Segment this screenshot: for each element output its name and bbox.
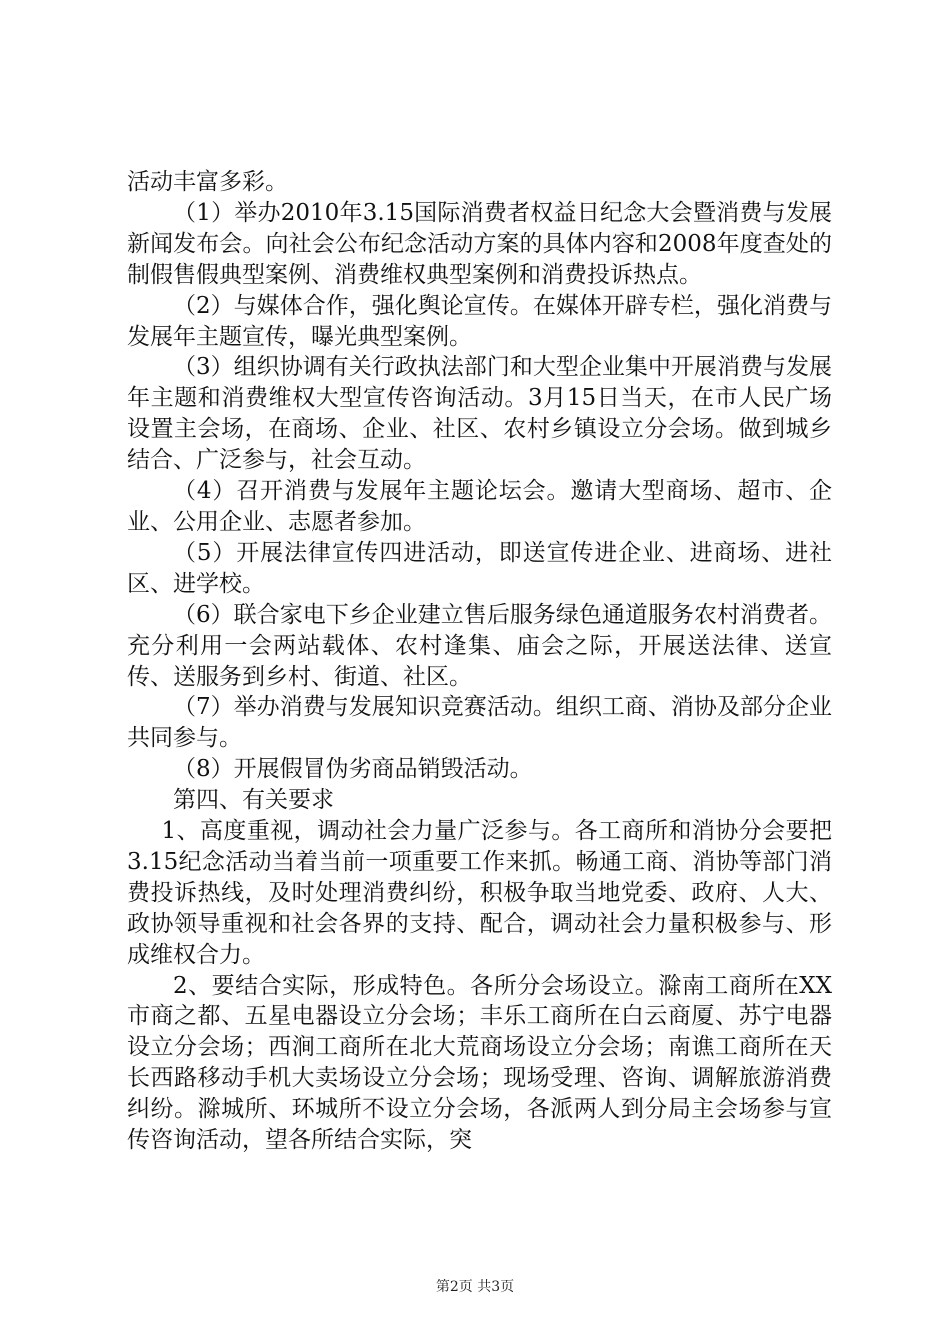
paragraph-item-2: （2）与媒体合作，强化舆论宣传。在媒体开辟专栏，强化消费与发展年主题宣传，曝光典型案例。 <box>127 292 832 350</box>
page-footer: 第2页 共3页 <box>435 1279 515 1295</box>
paragraph-item-4: （4）召开消费与发展年主题论坛会。邀请大型商场、超市、企业、公用企业、志愿者参加。 <box>127 478 832 535</box>
requirement-2: 2、要结合实际，形成特色。各所分会场设立。滁南工商所在XX市商之都、五星电器设立分会场；丰乐工商所在白云商厦、苏宁电器设立分会场；西涧工商所在北大荒商场设立分会场；南谯工商所在天长西路移动手机大卖场设立分会场；现场受理、咨询、调解旅游消费纠纷。滁城所、环城所不设立分会场，各派两人到分局主会场参与宣传咨询活动，望各所结合实际，突 <box>127 972 832 1154</box>
paragraph-item-8: （8）开展假冒伪劣商品销毁活动。 <box>173 756 533 783</box>
paragraph-item-1: （1）举办2010年3.15国际消费者权益日纪念大会暨消费与发展新闻发布会。向社会公布纪念活动方案的具体内容和2008年度查处的制假售假典型案例、消费维权典型案例和消费投诉热点。 <box>127 199 832 288</box>
paragraph-continuation: 活动丰富多彩。 <box>127 169 288 195</box>
requirement-1: 1、高度重视，调动社会力量广泛参与。各工商所和消协分会要把3.15纪念活动当着当前一项重要工作来抓。畅通工商、消协等部门消费投诉热线，及时处理消费纠纷，积极争取当地党委、政府、人大、政协领导重视和社会各界的支持、配合，调动社会力量积极参与、形成维权合力。 <box>127 818 832 968</box>
document-body <box>127 167 832 1156</box>
paragraph-item-5: （5）开展法律宣传四进活动，即送宣传进企业、进商场、进社区、进学校。 <box>127 539 832 597</box>
paragraph-item-3: （3）组织协调有关行政执法部门和大型企业集中开展消费与发展年主题和消费维权大型宣传咨询活动。3月15日当天，在市人民广场设置主会场，在商场、企业、社区、农村乡镇设立分会场。做到城乡结合、广泛参与，社会互动。 <box>127 354 832 474</box>
paragraph-item-6: （6）联合家电下乡企业建立售后服务绿色通道服务农村消费者。充分利用一会两站载体、农村逢集、庙会之际，开展送法律、送宣传、送服务到乡村、街道、社区。 <box>127 601 832 690</box>
paragraph-item-7: （7）举办消费与发展知识竞赛活动。组织工商、消协及部分企业共同参与。 <box>127 694 832 752</box>
section-heading: 第四、有关要求 <box>173 787 334 814</box>
